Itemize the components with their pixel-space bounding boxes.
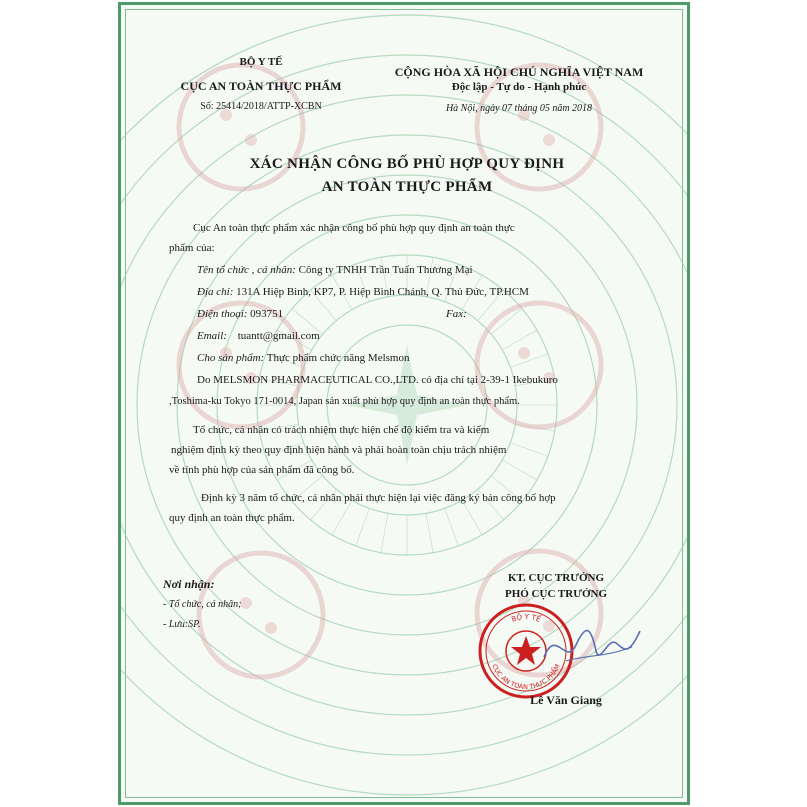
document-title-line2: AN TOÀN THỰC PHẨM (321, 179, 493, 195)
recipient-item-2: - Lưu:SP. (163, 619, 201, 630)
stamp-bottom-text: CỤC AN TOÀN THỰC PHẨM (490, 662, 562, 692)
product-label: Cho sản phẩm: (197, 352, 265, 364)
certificate-sheet (118, 2, 690, 805)
renewal-line2: quy định an toàn thực phẩm. (169, 512, 295, 524)
manufacturer-line2: ,Toshima-ku Tokyo 171-0014, Japan sản xuất phù hợp quy định an toàn thực phẩm. (169, 396, 520, 407)
organization-row (197, 263, 473, 277)
email-row (197, 329, 320, 343)
manufacturer-line1: Do MELSMON PHARMACEUTICAL CO.,LTD. có địa chỉ tại 2-39-1 Ikebukuro (197, 374, 558, 386)
recipient-item-1: - Tổ chức, cá nhân; (163, 599, 242, 610)
responsibility-line1: Tổ chức, cá nhân có trách nhiệm thực hiện chế độ kiểm tra và kiểm (193, 424, 490, 436)
signer-name: Lê Văn Giang (530, 693, 602, 707)
stamp-top-text: BỘ Y TẾ (510, 612, 542, 624)
product-value: Thực phẩm chức năng Melsmon (266, 352, 410, 364)
intro-line2: phẩm của: (169, 242, 215, 254)
signer-role-2: PHÓ CỤC TRƯỞNG (504, 588, 608, 600)
responsibility-line3: về tính phù hợp của sản phẩm đã công bố. (169, 464, 355, 476)
responsibility-line2: nghiệm định kỳ theo quy định hiện hành và phải hoàn toàn chịu trách nhiệm (171, 444, 507, 456)
organization-label: Tên tổ chức , cá nhân: (197, 264, 296, 276)
intro-line1: Cục An toàn thực phẩm xác nhận công bố phù hợp quy định an toàn thực (193, 222, 515, 234)
fax-label: Fax: (446, 308, 467, 320)
product-row (197, 351, 409, 365)
phone-value: 093751 (250, 308, 284, 320)
national-motto: Độc lập - Tự do - Hạnh phúc (451, 81, 587, 93)
signer-role-1: KT. CỤC TRƯỞNG (507, 572, 605, 584)
email-label: Email: (197, 330, 227, 342)
organization-value: Công ty TNHH Trần Tuấn Thương Mại (298, 264, 473, 276)
country-name: CỘNG HÒA XÃ HỘI CHỦ NGHĨA VIỆT NAM (394, 65, 644, 79)
issue-date: Hà Nội, ngày 07 tháng 05 năm 2018 (445, 103, 593, 114)
address-label: Địa chỉ: (197, 286, 234, 298)
address-row (197, 285, 529, 299)
document-title-line1: XÁC NHẬN CÔNG BỐ PHÙ HỢP QUY ĐỊNH (249, 156, 565, 172)
phone-row (197, 307, 283, 321)
renewal-line1: Định kỳ 3 năm tổ chức, cá nhân phải thực hiện lại việc đăng ký bản công bố hợp (201, 492, 556, 504)
document-number: Số: 25414/2018/ATTP-XCBN (200, 101, 322, 112)
ministry-name: BỘ Y TẾ (239, 56, 283, 68)
email-value: tuantt@gmail.com (237, 330, 320, 342)
recipients-title: Nơi nhận: (163, 577, 215, 591)
department-name: CỤC AN TOÀN THỰC PHẨM (180, 79, 342, 93)
address-value: 131A Hiệp Bình, KP7, P. Hiệp Bình Chánh, Q. Thủ Đức, TP.HCM (236, 286, 529, 298)
phone-label: Điện thoại: (197, 308, 248, 320)
handwritten-signature-icon (536, 617, 646, 677)
